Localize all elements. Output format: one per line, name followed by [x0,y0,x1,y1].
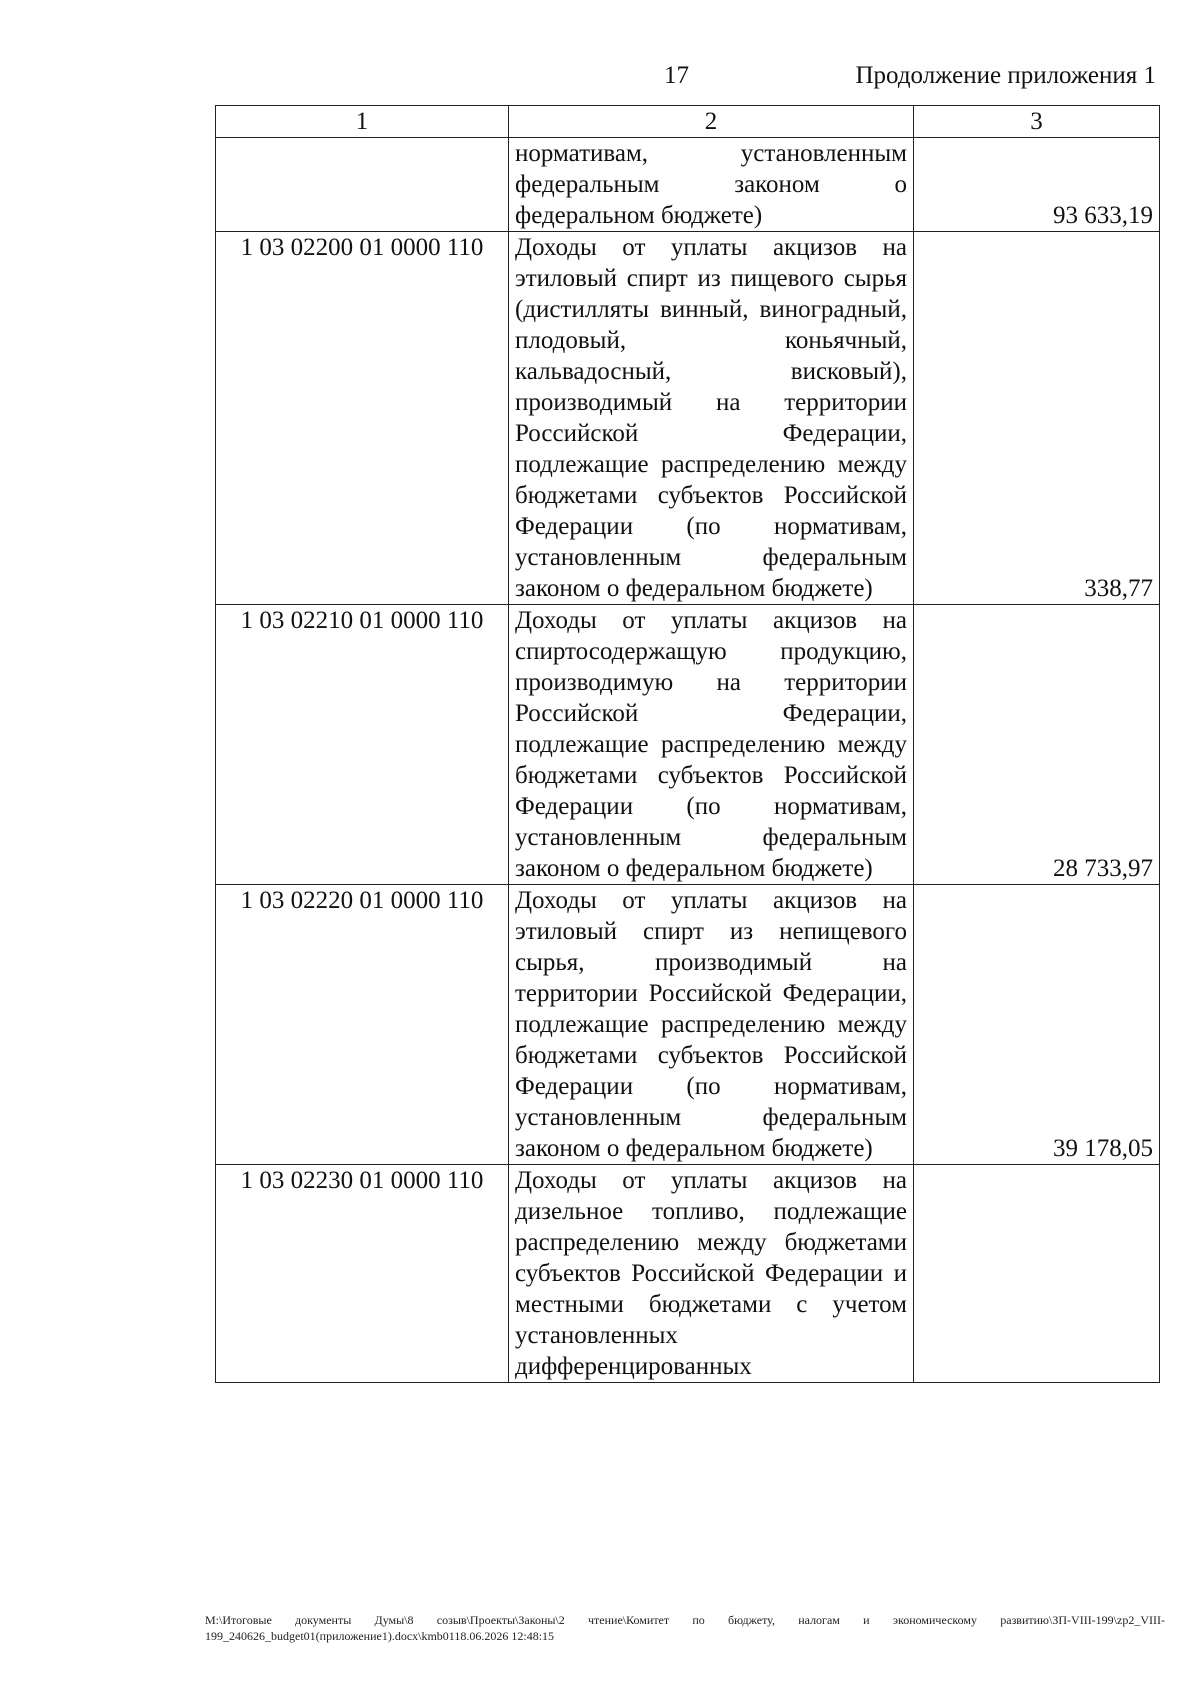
row-amount: 338,77 [914,232,1160,605]
page-number: 17 [664,62,689,89]
continuation-heading: Продолжение приложения 1 [855,62,1156,89]
row-code: 1 03 02220 01 0000 110 [216,885,509,1165]
table-row [216,232,1160,605]
row-amount: 93 633,19 [914,138,1160,232]
row-description: Доходы от уплаты акцизов на этиловый спирт из непищевого сырья, производимый на территории Российской Федерации, подлежащие распределению между бюджетами субъектов Российской Федерации (по нормативам, установленным федеральным законом о федеральном бюджете) [509,885,914,1165]
table-row [216,605,1160,885]
table-row [216,885,1160,1165]
row-code: 1 03 02200 01 0000 110 [216,232,509,605]
column-number-2: 2 [509,106,914,138]
income-table [215,105,1160,1383]
row-code: 1 03 02230 01 0000 110 [216,1165,509,1383]
row-amount [914,1165,1160,1383]
table-row [216,138,1160,232]
row-amount: 39 178,05 [914,885,1160,1165]
row-description: Доходы от уплаты акцизов на этиловый спирт из пищевого сырья (дистилляты винный, виноградный, плодовый, коньячный, кальвадосный, висковый), производимый на территории Российской Федерации, подлежащие распределению между бюджетами субъектов Российской Федерации (по нормативам, установленным федеральным законом о федеральном бюджете) [509,232,914,605]
document-path-footer: M:\Итоговые документы Думы\8 созыв\Проекты\Законы\2 чтение\Комитет по бюджету, налогам и экономическому развитию\ЗП-VIII-199\zp2_VIII-199_240626_budget01(приложение1).docx\kmb0118.06.2026 12:48:15 [205,1613,1165,1643]
row-code: 1 03 02210 01 0000 110 [216,605,509,885]
column-number-3: 3 [914,106,1160,138]
row-code [216,138,509,232]
row-description: Доходы от уплаты акцизов на спиртосодержащую продукцию, производимую на территории Российской Федерации, подлежащие распределению между бюджетами субъектов Российской Федерации (по нормативам, установленным федеральным законом о федеральном бюджете) [509,605,914,885]
column-number-1: 1 [216,106,509,138]
row-description: нормативам, установленным федеральным законом о федеральном бюджете) [509,138,914,232]
row-amount: 28 733,97 [914,605,1160,885]
column-number-row [216,106,1160,138]
row-description: Доходы от уплаты акцизов на дизельное топливо, подлежащие распределению между бюджетами субъектов Российской Федерации и местными бюджетами с учетом установленных дифференцированных [509,1165,914,1383]
table-row [216,1165,1160,1383]
